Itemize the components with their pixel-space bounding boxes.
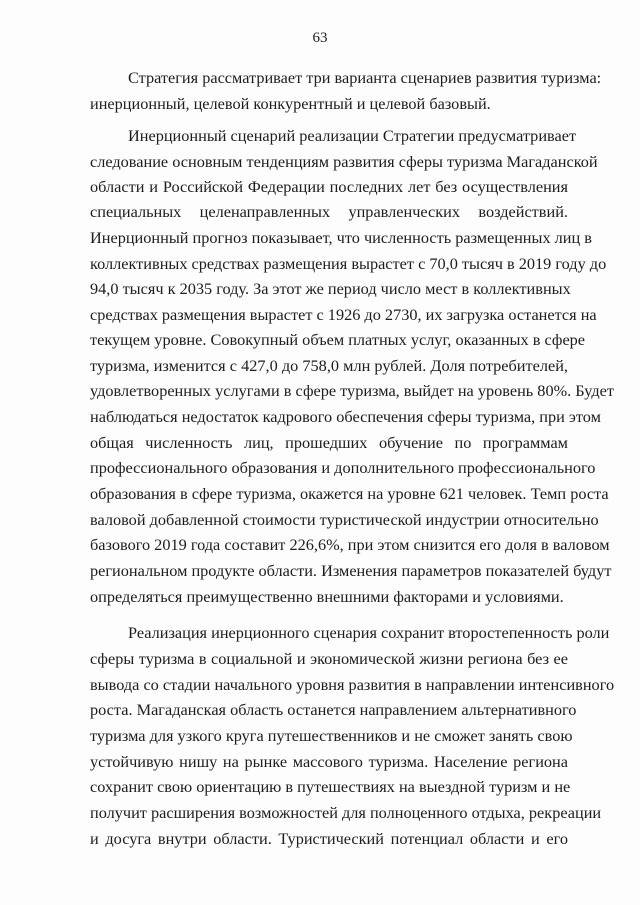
text-line: средствах размещения вырастет с 1926 до 2730, их загрузка останется на [90, 305, 597, 324]
text-line: общая численность лиц, прошедших обучение по программам [90, 433, 568, 452]
text-line: туризма, изменится с 427,0 до 758,0 млн рублей. Доля потребителей, [90, 356, 568, 375]
text-line: туризма для узкого круга путешественников и не сможет занять свою [90, 726, 573, 745]
text-line: сферы туризма в социальной и экономической жизни региона без ее [90, 649, 568, 668]
text-line: сохранит свою ориентацию в путешествиях на выездной туризм и не [90, 777, 571, 796]
text-line: региональном продукте области. Изменения параметров показателей будут [90, 561, 612, 580]
text-line: определяться преимущественно внешними факторами и условиями. [90, 587, 564, 606]
text-line: образования в сфере туризма, окажется на уровне 621 человек. Темп роста [90, 484, 609, 503]
text-line: 94,0 тысяч к 2035 году. За этот же период число мест в коллективных [90, 279, 571, 298]
text-line: области и Российской Федерации последних лет без осуществления [90, 177, 568, 196]
text-line: Инерционный прогноз показывает, что численность размещенных лиц в [90, 228, 592, 247]
text-line: специальных целенаправленных управленческих воздействий. [90, 202, 568, 221]
text-line: профессионального образования и дополнительного профессионального [90, 458, 596, 477]
text-line: и досуга внутри области. Туристический потенциал области и его [90, 829, 568, 848]
text-line: коллективных средствах размещения вырастет с 70,0 тысяч в 2019 году до [90, 254, 607, 273]
text-line: следование основным тенденциям развития сферы туризма Магаданской [90, 152, 598, 171]
text-line: роста. Магаданская область останется направлением альтернативного [90, 700, 577, 719]
page-number: 63 [312, 30, 328, 46]
text-line: вывода со стадии начального уровня развития в направлении интенсивного [90, 675, 615, 694]
text-line: Инерционный сценарий реализации Стратегии предусматривает [128, 126, 577, 145]
text-line: валовой добавленной стоимости туристической индустрии относительно [90, 510, 599, 529]
text-line: устойчивую нишу на рынке массового туризма. Население региона [90, 752, 568, 771]
text-line: наблюдаться недостаток кадрового обеспечения сферы туризма, при этом [90, 407, 601, 426]
text-line: Стратегия рассматривает три варианта сценариев развития туризма: [128, 68, 602, 87]
text-line: базового 2019 года составит 226,6%, при этом снизится его доля в валовом [90, 535, 610, 554]
text-line: удовлетворенных услугами в сфере туризма, выйдет на уровень 80%. Будет [90, 381, 614, 400]
text-line: текущем уровне. Совокупный объем платных услуг, оказанных в сфере [90, 330, 586, 349]
text-line: получит расширения возможностей для полноценного отдыха, рекреации [90, 803, 602, 822]
text-line: инерционный, целевой конкурентный и целевой базовый. [90, 94, 491, 113]
text-line: Реализация инерционного сценария сохранит второстепенность роли [128, 623, 610, 642]
